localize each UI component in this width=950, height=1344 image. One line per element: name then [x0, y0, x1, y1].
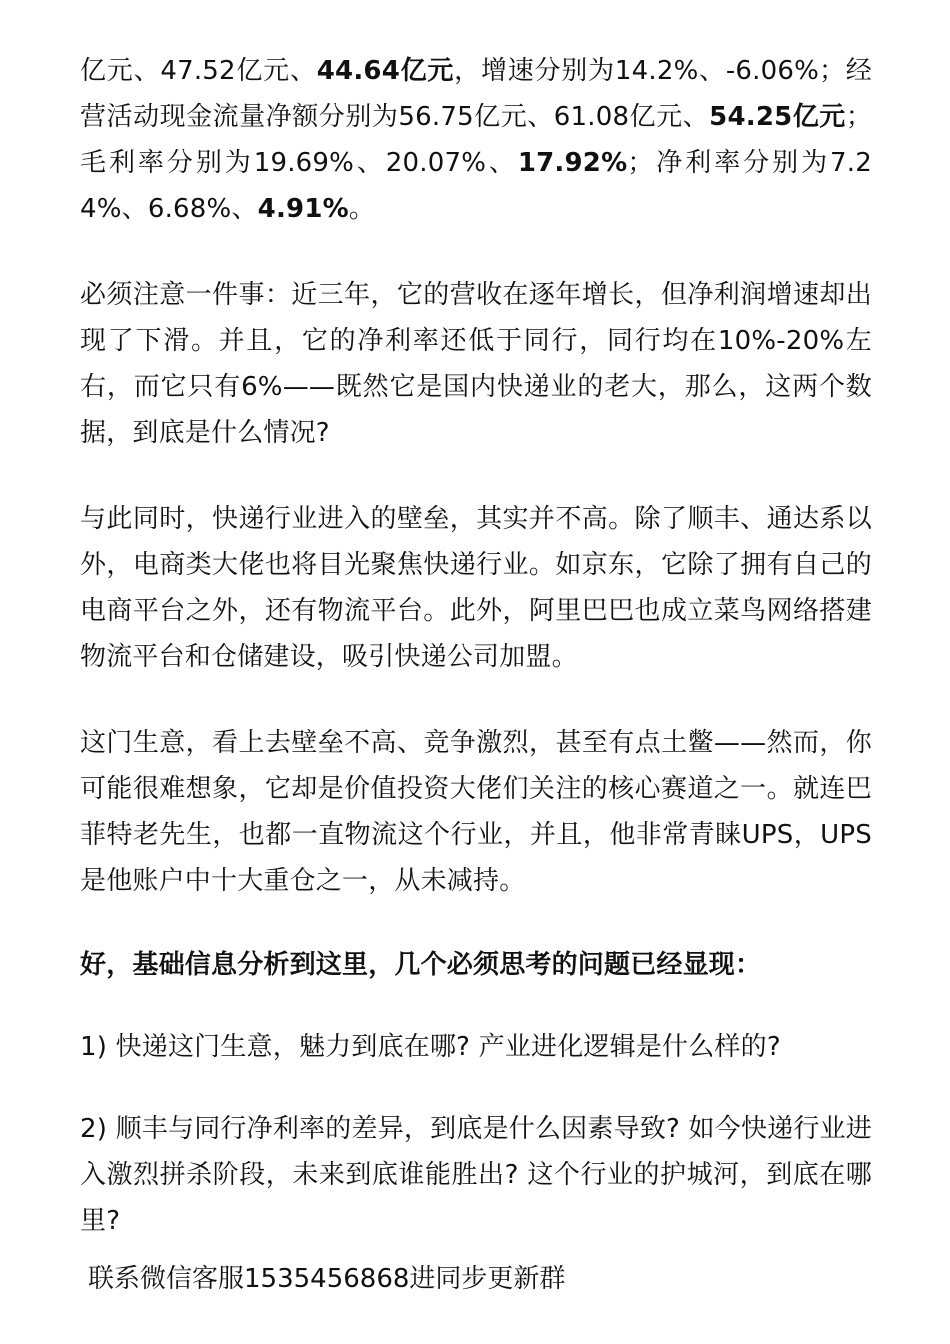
question-item-2: 2) 顺丰与同行净利率的差异，到底是什么因素导致? 如今快递行业进入激烈拼杀阶段，未来到底谁能胜出? 这个行业的护城河，到底在哪里? — [80, 1114, 872, 1236]
bold-figure: 4.91% — [257, 194, 349, 224]
paragraph-financials — [80, 48, 872, 232]
text-segment: 亿元、47.52亿元、 — [80, 56, 317, 86]
text-segment: ；净利率分别为7.24%、6.68%、 — [80, 148, 872, 224]
question-item-1: 1) 快递这门生意，魅力到底在哪? 产业进化逻辑是什么样的? — [80, 1032, 781, 1062]
text-segment: ，增速分别为14.2%、-6.06%；经营活动现金流量净额分别为56.75亿元、61.08亿元、 — [80, 56, 873, 132]
bold-figure: 44.64亿元 — [316, 56, 455, 86]
paragraph-industry-barriers: 与此同时，快递行业进入的壁垒，其实并不高。除了顺丰、通达系以外，电商类大佬也将目光聚焦快递行业。如京东，它除了拥有自己的电商平台之外，还有物流平台。此外，阿里巴巴也成立菜鸟网络搭建物流平台和仓储建设，吸引快递公司加盟。 — [80, 504, 872, 672]
text-segment: ；毛利率分别为19.69%、20.07%、 — [80, 102, 873, 178]
bold-figure: 54.25亿元 — [709, 102, 846, 132]
paragraph-value-investing: 这门生意，看上去壁垒不高、竞争激烈，甚至有点土鳖——然而，你可能很难想象，它却是价值投资大佬们关注的核心赛道之一。就连巴菲特老先生，也都一直物流这个行业，并且，他非常青睐UPS，UPS是他账户中十大重仓之一，从未减持。 — [80, 728, 872, 896]
bold-figure: 17.92% — [517, 148, 628, 178]
contact-footer: 联系微信客服1535456868进同步更新群 — [88, 1264, 566, 1294]
paragraph-summary-heading: 好，基础信息分析到这里，几个必须思考的问题已经显现： — [80, 950, 762, 980]
text-segment: 。 — [348, 194, 376, 224]
paragraph-net-margin-question: 必须注意一件事：近三年，它的营收在逐年增长，但净利润增速却出现了下滑。并且，它的净利率还低于同行，同行均在10%-20%左右，而它只有6%——既然它是国内快递业的老大，那么，这两个数据，到底是什么情况? — [80, 280, 872, 448]
